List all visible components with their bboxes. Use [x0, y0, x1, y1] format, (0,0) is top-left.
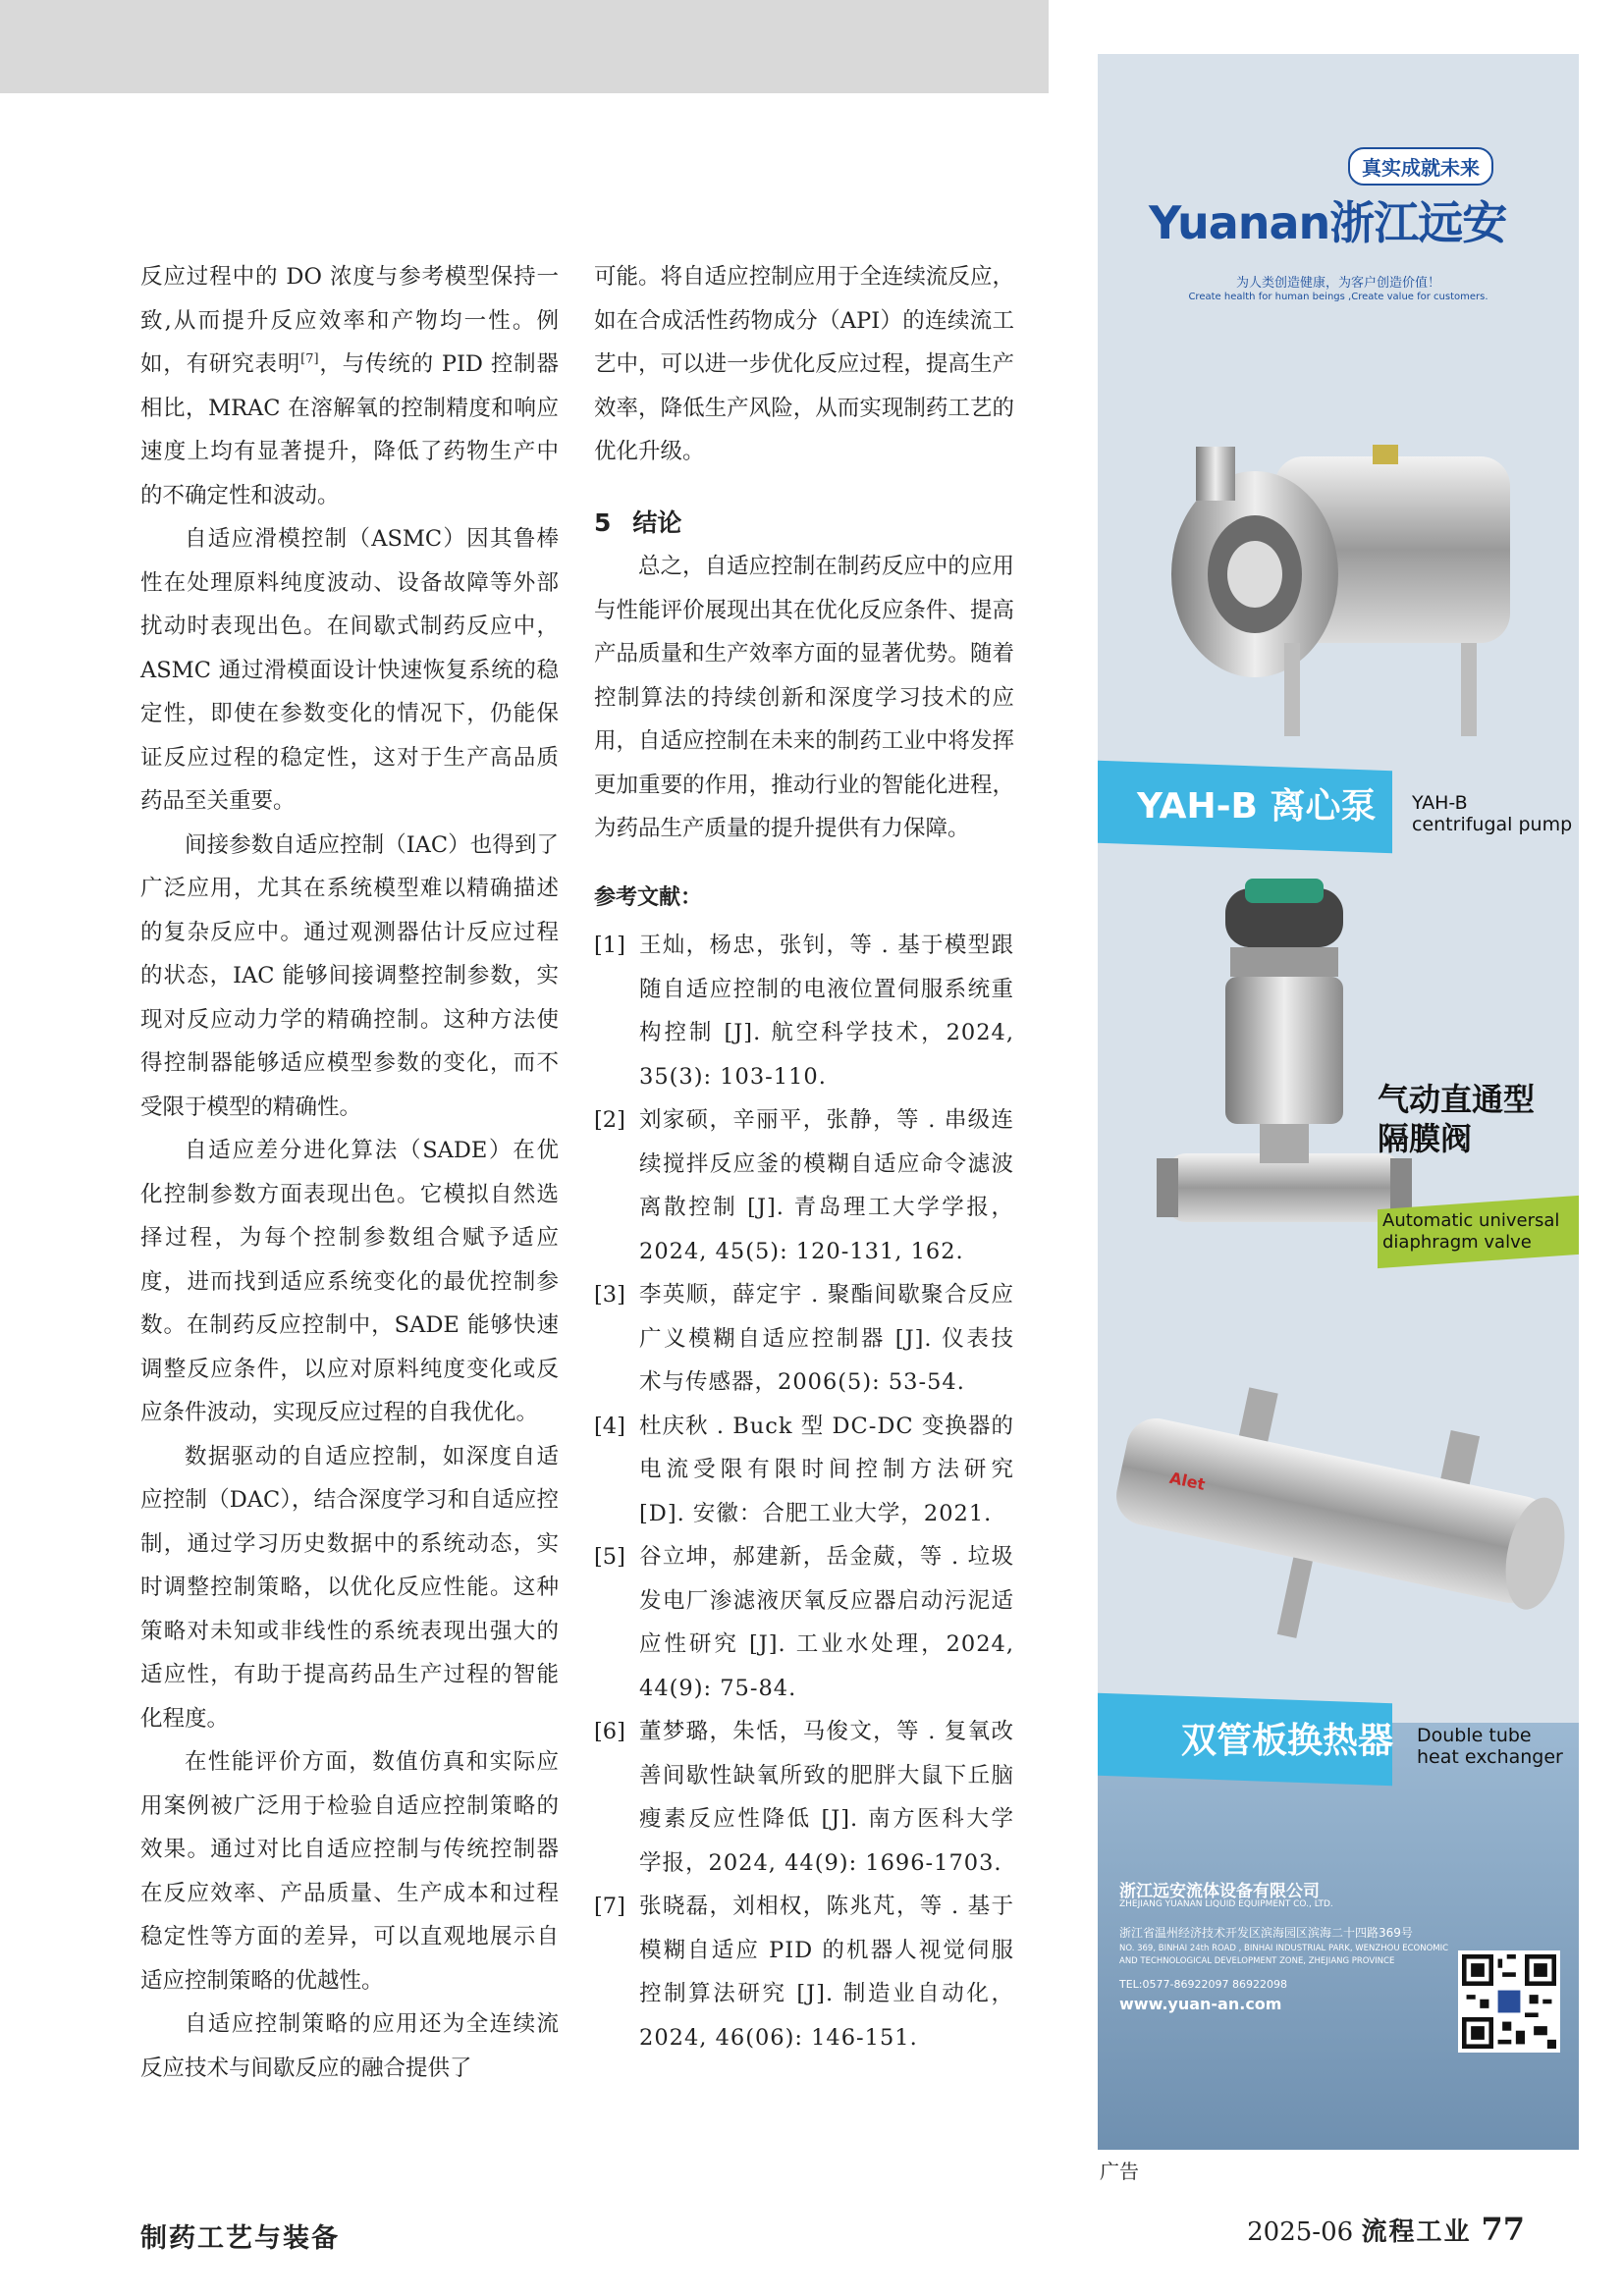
reference-item: [594, 924, 1014, 1098]
brand-logo: Yuanan浙江远安: [1149, 196, 1507, 249]
reference-text: 杜庆秋 . Buck 型 DC-DC 变换器的电流受限有限时间控制方法研究 [D]. 安徽：合肥工业大学，2021.: [639, 1413, 1014, 1526]
page-footer: [1247, 2211, 1525, 2248]
reference-text: 董梦璐，朱恬，马俊文，等 . 复氧改善间歇性缺氧所致的肥胖大鼠下丘脑瘦素反应性降低 [J]. 南方医科大学学报，2024, 44(9): 1696-1703.: [639, 1719, 1014, 1876]
advertisement[interactable]: [1098, 54, 1579, 2150]
page-number: 77: [1481, 2211, 1525, 2248]
journal-section: 制药工艺与装备: [140, 2223, 340, 2254]
diaphragm-valve-image: [1157, 879, 1412, 1291]
address-en-1: NO. 369, BINHAI 24th ROAD , BINHAI INDUSTRIAL PARK, WENZHOU ECONOMIC: [1119, 1944, 1449, 1953]
section-heading: 5 结论: [594, 507, 682, 537]
issue-date: 2025-06: [1247, 2217, 1354, 2247]
telephone: TEL:0577-86922097 86922098: [1119, 1978, 1287, 1991]
valve-title-en: Automatic universal diaphragm valve: [1382, 1210, 1560, 1253]
top-gray-bar: [0, 0, 1049, 93]
exchanger-title-cn: 双管板换热器: [1181, 1721, 1394, 1761]
reference-text: 刘家硕，辛丽平，张静，等 . 串级连续搅拌反应釜的模糊自适应命令滤波离散控制 [J]. 青岛理工大学学报，2024, 45(5): 120-131, 162.: [639, 1107, 1014, 1264]
logo-badge: 真实成就未来: [1348, 147, 1493, 186]
paragraph: 数据驱动的自适应控制，如深度自适应控制（DAC），结合深度学习和自适应控制，通过学习历史数据中的系统动态，实时调整控制策略，以优化反应性能。这种策略对未知或非线性的系统表现出强大的适应性，有助于提高药品生产过程的智能化程度。: [140, 1443, 559, 1732]
references-title: 参考文献：: [594, 884, 703, 910]
reference-number: [7]: [594, 1894, 625, 1919]
reference-text: 李英顺，薛定宇 . 聚酯间歇聚合反应广义模糊自适应控制器 [J]. 仪表技术与传感器，2006(5): 53-54.: [639, 1282, 1014, 1395]
reference-number: [4]: [594, 1413, 625, 1439]
reference-item: [594, 1885, 1014, 2059]
reference-number: [6]: [594, 1719, 625, 1744]
citation[interactable]: [7]: [300, 351, 319, 367]
qr-code-icon: [1462, 1954, 1556, 2049]
valve-title-cn: 气动直通型 隔膜阀: [1378, 1081, 1536, 1157]
reference-text: 张晓磊，刘相权，陈兆芃，等 . 基于模糊自适应 PID 的机器人视觉伺服控制算法研究 [J]. 制造业自动化，2024, 46(06): 146-151.: [639, 1894, 1014, 2051]
exchanger-title-en: Double tube heat exchanger: [1417, 1725, 1563, 1768]
paragraph: 自适应差分进化算法（SADE）在优化控制参数方面表现出色。它模拟自然选择过程，为每个控制参数组合赋予适应度，进而找到适应系统变化的最优控制参数。在制药反应控制中，SADE 能够快速调整反应条件，以应对原料纯度变化或反应条件波动，实现反应过程的自我优化。: [140, 1138, 559, 1425]
reference-item: [594, 1535, 1014, 1710]
address-cn: 浙江省温州经济技术开发区滨海园区滨海二十四路369号: [1119, 1926, 1413, 1940]
reference-item: [594, 1710, 1014, 1885]
paragraph: 自适应控制策略的应用还为全连续流反应技术与间歇反应的融合提供了: [140, 2011, 559, 2081]
heat-exchanger-image: [1108, 1350, 1569, 1674]
journal-name: 流程工业: [1361, 2217, 1472, 2247]
slogan-en: Create health for human beings ,Create value for customers.: [1188, 292, 1488, 302]
reference-item: [594, 1098, 1014, 1273]
reference-number: [3]: [594, 1282, 625, 1308]
paragraph: 间接参数自适应控制（IAC）也得到了广泛应用，尤其在系统模型难以精确描述的复杂反应中。通过观测器估计反应过程的状态，IAC 能够间接调整控制参数，实现对反应动力学的精确控制。这种方法使得控制器能够适应模型参数的变化，而不受限于模型的精确性。: [140, 831, 559, 1120]
slogan-cn: 为人类创造健康，为客户创造价值！: [1235, 276, 1440, 291]
reference-number: [2]: [594, 1107, 625, 1133]
reference-text: 王灿，杨忠，张钊，等 . 基于模型跟随自适应控制的电液位置伺服系统重构控制 [J]. 航空科学技术，2024, 35(3): 103-110.: [639, 933, 1014, 1090]
reference-number: [1]: [594, 933, 625, 958]
ad-label: 广告: [1100, 2160, 1139, 2183]
paragraph: 自适应滑模控制（ASMC）因其鲁棒性在处理原料纯度波动、设备故障等外部扰动时表现出色。在间歇式制药反应中，ASMC 通过滑模面设计快速恢复系统的稳定性，即使在参数变化的情况下，仍能保证反应过程的稳定性，这对于生产高品质药品至关重要。: [140, 526, 559, 814]
reference-number: [5]: [594, 1544, 625, 1570]
company-name-en: ZHEJIANG YUANAN LIQUID EQUIPMENT CO., LTD.: [1119, 1899, 1333, 1909]
paragraph: 可能。将自适应控制应用于全连续流反应，如在合成活性药物成分（API）的连续流工艺中，可以进一步优化反应过程，提高生产效率，降低生产风险，从而实现制药工艺的优化升级。: [594, 264, 1014, 464]
reference-item: [594, 1405, 1014, 1536]
left-column: [140, 255, 559, 2090]
pump-title-cn: YAH-B 离心泵: [1137, 786, 1377, 827]
right-column: [594, 255, 1014, 2059]
pump-title-en: YAH-B centrifugal pump: [1412, 792, 1573, 835]
paragraph: 反应过程中的 DO 浓度与参考模型保持一致,从而提升反应效率和产物均一性。例如，有研究表明[7]，与传统的 PID 控制器相比，MRAC 在溶解氧的控制精度和响应速度上均有显著提升，降低了药物生产中的不确定性和波动。: [140, 264, 559, 508]
company-name-cn: 浙江远安流体设备有限公司: [1119, 1882, 1320, 1901]
address-en-2: AND TECHNOLOGICAL DEVELOPMENT ZONE, ZHEJIANG PROVINCE: [1119, 1956, 1395, 1966]
qr-code[interactable]: [1458, 1950, 1560, 2053]
paragraph: 在性能评价方面，数值仿真和实际应用案例被广泛用于检验自适应控制策略的效果。通过对比自适应控制与传统控制器在反应效率、产品质量、生产成本和过程稳定性等方面的差异，可以直观地展示自适应控制策略的优越性。: [140, 1749, 559, 1994]
exchanger-brand: Alet: [1167, 1468, 1208, 1494]
reference-text: 谷立坤，郝建新，岳金葳，等 . 垃圾发电厂渗滤液厌氧反应器启动污泥适应性研究 [J]. 工业水处理，2024, 44(9): 75-84.: [639, 1544, 1014, 1701]
reference-item: [594, 1273, 1014, 1405]
reference-list: [594, 924, 1014, 2059]
website-link[interactable]: www.yuan-an.com: [1119, 1995, 1282, 2013]
paragraph: 总之，自适应控制在制药反应中的应用与性能评价展现出其在优化反应条件、提高产品质量和生产效率方面的显著优势。随着控制算法的持续创新和深度学习技术的应用，自适应控制在未来的制药工业中将发挥更加重要的作用，推动行业的智能化进程，为药品生产质量的提升提供有力保障。: [594, 554, 1014, 841]
centrifugal-pump-image: [1137, 427, 1549, 761]
